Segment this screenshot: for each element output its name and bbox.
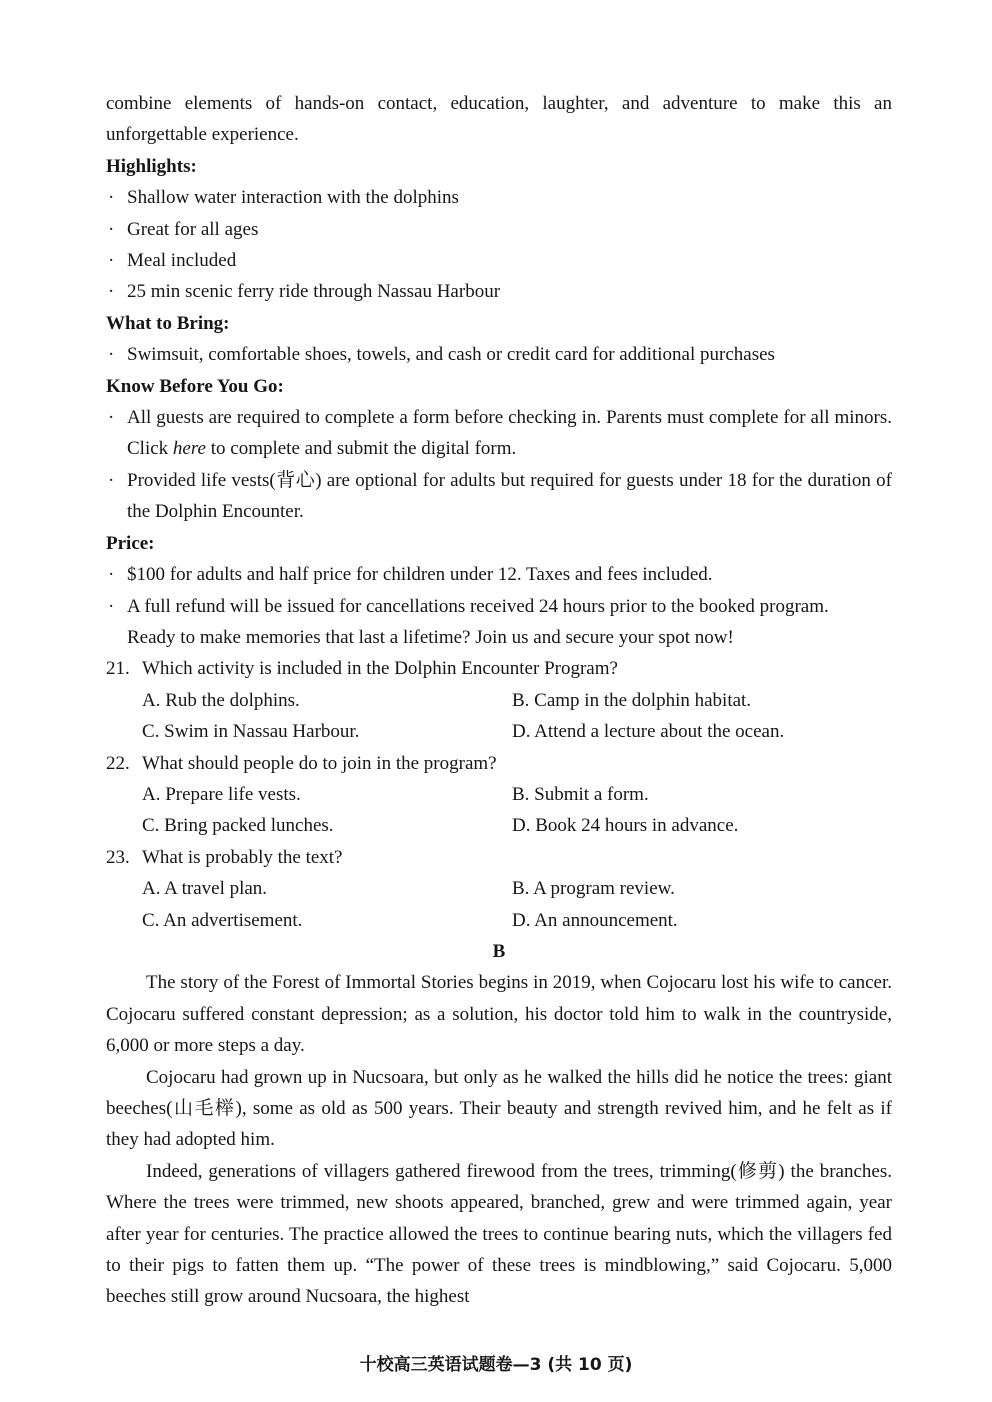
bullet-dot: · [108,344,115,366]
page-content [106,88,892,1313]
highlights-heading: Highlights: [106,155,197,177]
option-b[interactable]: B. Camp in the dolphin habitat. [512,689,752,711]
question-number: 21. [106,658,130,680]
bullet-dot: · [108,250,115,272]
bullet-dot: · [108,564,115,586]
passage-paragraph: Indeed, generations of villagers gathered firewood from the trees, trimming(修剪) the branches. Where the trees were trimmed, new shoots appeared, branched, grew and were trimmed again, year after year for centuries. The practice allowed the trees to continue bearing nuts, which the villagers fed to their pigs to fatten them up. “The power of these trees is mindblowing,” said Cojocaru. 5,000 beeches still grow around Nucsoara, the highest [106,1160,892,1308]
question-text: What should people do to join in the program? [142,752,497,774]
bullet-dot: · [108,187,115,209]
section-b-title: B [492,940,506,962]
passage-paragraph: Cojocaru had grown up in Nucsoara, but only as he walked the hills did he notice the trees: giant beeches(山毛榉), some as old as 500 years. Their beauty and strength revived him, and he felt as if they had adopted him. [106,1066,892,1151]
list-item: · Great for all ages [106,214,892,245]
list-item: · A full refund will be issued for cancellations received 24 hours prior to the booked program. [106,591,892,622]
bullet-dot: · [108,407,115,429]
intro-paragraph: combine elements of hands-on contact, education, laughter, and adventure to make this an unforgettable experience. [106,93,892,146]
list-item: · All guests are required to complete a form before checking in. Parents must complete for all minors. Click here to complete and submit the digital form. [106,402,892,465]
option-d[interactable]: D. Book 24 hours in advance. [512,815,739,837]
page-footer: 十校高三英语试题卷—3 (共 10 页) [359,1355,633,1375]
passage-paragraph: The story of the Forest of Immortal Stories begins in 2019, when Cojocaru lost his wife to cancer. Cojocaru suffered constant depression; as a solution, his doctor told him to walk in the countryside, 6,000 or more steps a day. [106,972,892,1057]
option-a[interactable]: A. Rub the dolphins. [142,689,300,711]
option-c[interactable]: C. An advertisement. [142,909,303,931]
closing-line: Ready to make memories that last a lifetime? Join us and secure your spot now! [127,626,734,648]
question-number: 22. [106,752,130,774]
option-d[interactable]: D. An announcement. [512,909,678,931]
option-a[interactable]: A. Prepare life vests. [142,783,301,805]
list-item: · Swimsuit, comfortable shoes, towels, and cash or credit card for additional purchases [106,339,892,370]
question-text: What is probably the text? [142,846,343,868]
bullet-dot: · [108,469,115,491]
option-b[interactable]: B. Submit a form. [512,783,649,805]
question-21 [106,653,892,684]
list-item: · Provided life vests(背心) are optional for adults but required for guests under 18 for the duration of the Dolphin Encounter. [106,465,892,528]
option-b[interactable]: B. A program review. [512,878,675,900]
list-item: · 25 min scenic ferry ride through Nassau Harbour [106,276,892,307]
list-item: · $100 for adults and half price for children under 12. Taxes and fees included. [106,559,892,590]
question-22 [106,748,892,779]
question-22-options [106,779,892,842]
option-a[interactable]: A. A travel plan. [142,878,268,900]
question-21-options [106,685,892,748]
list-item: · Meal included [106,245,892,276]
option-d[interactable]: D. Attend a lecture about the ocean. [512,721,785,743]
know-heading: Know Before You Go: [106,375,284,397]
option-c[interactable]: C. Bring packed lunches. [142,815,334,837]
bullet-dot: · [108,218,115,240]
form-link[interactable]: here [172,438,206,460]
question-23-options [106,873,892,936]
price-heading: Price: [106,532,155,554]
bring-heading: What to Bring: [106,312,230,334]
option-c[interactable]: C. Swim in Nassau Harbour. [142,721,360,743]
bullet-dot: · [108,281,115,303]
bullet-dot: · [108,595,115,617]
list-item: · Shallow water interaction with the dolphins [106,182,892,213]
question-number: 23. [106,846,130,868]
question-23 [106,842,892,873]
question-text: Which activity is included in the Dolphin Encounter Program? [142,658,618,680]
